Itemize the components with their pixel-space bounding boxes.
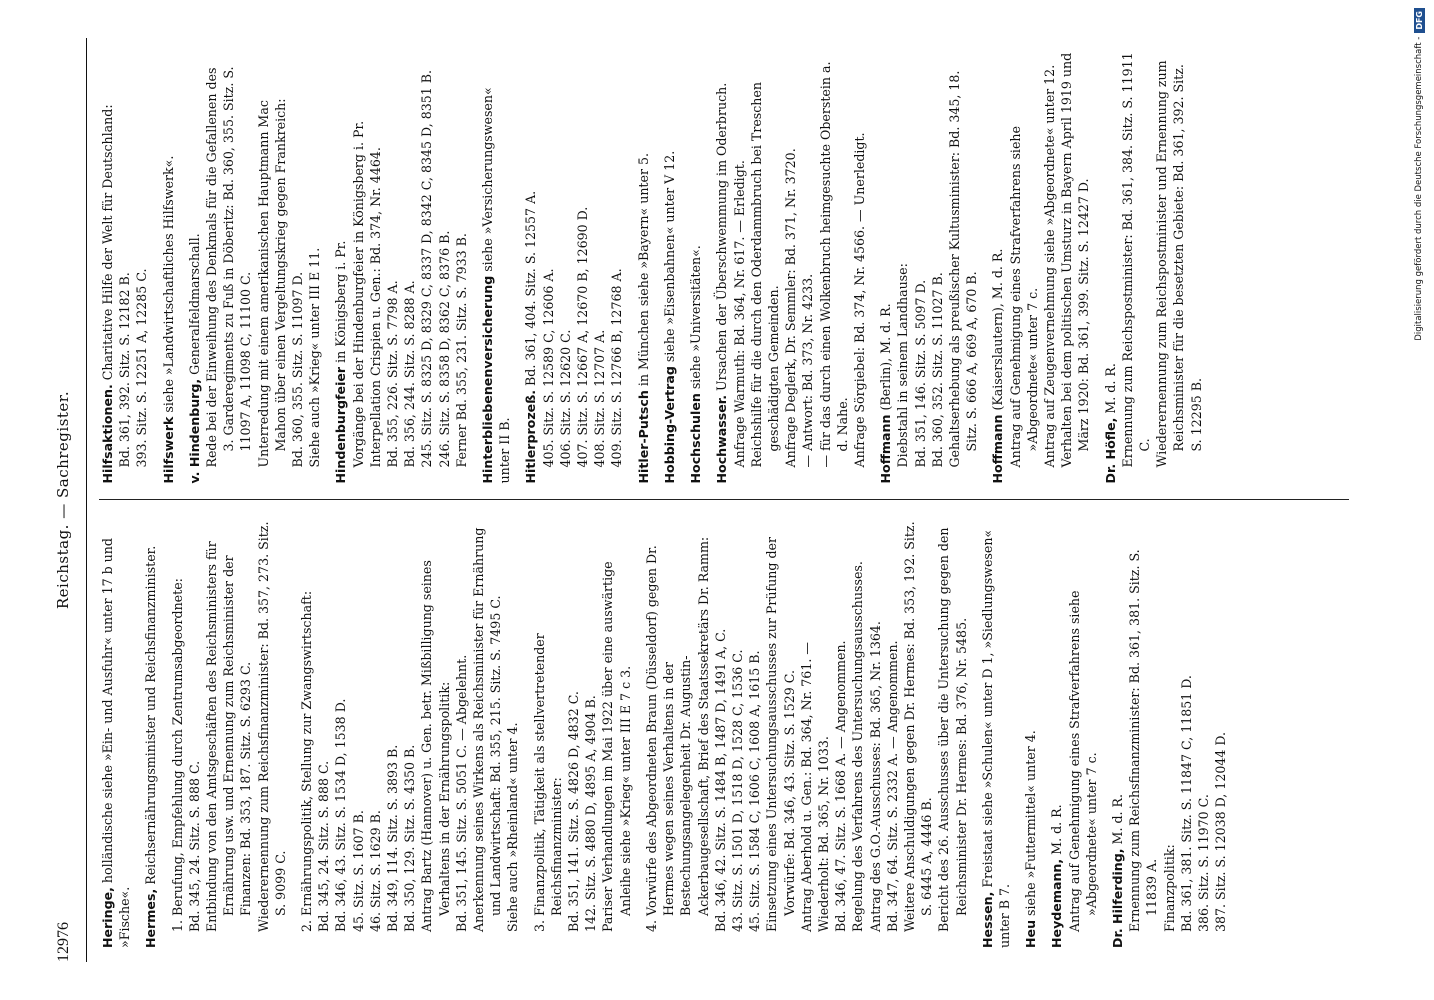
index-entry xyxy=(160,52,177,484)
entry-heading-continuation: siehe »Universitäten«. xyxy=(688,245,704,390)
entry-line: Bd. 361, 381. Sitz. S. 11847 C, 11851 D. xyxy=(1178,675,1194,932)
entry-line: Bericht des 26. Ausschusses über die Untersuchung gegen den Reichsminister Dr. Hermes: Bd. 376, Nr. 5485. xyxy=(936,527,969,932)
digitization-credit xyxy=(1408,8,1430,992)
entry-heading-continuation: Charitative Hilfe der Welt für Deutschland: xyxy=(100,104,115,381)
entry-line: 43. Sitz. S. 1501 D, 1518 D, 1528 C, 1536 C. xyxy=(729,649,745,932)
entry-line: Bd. 349, 114. Sitz. S. 3893 B. xyxy=(385,744,401,932)
entry-line: Ferner Bd. 355, 231. Sitz. S. 7933 B. xyxy=(453,233,469,468)
column-divider xyxy=(99,500,1349,501)
entry-line: 386. Sitz. S. 11970 C. xyxy=(1195,794,1211,932)
entry-heading-continuation: siehe »Landwirtschaftliches Hilfswerk«. xyxy=(160,155,176,413)
entry-line: Gehaltserhebung als preußischer Kultusminister: Bd. 345, 18. Sitz. S. 666 A, 669 A, 670 B. xyxy=(946,70,980,468)
entry-heading: v. Hindenburg, xyxy=(186,378,202,484)
entry-line: Wiederholt: Bd. 365, Nr. 1033. xyxy=(815,736,831,932)
entry-heading: Hessen, xyxy=(979,891,995,948)
entry-line: Bd. 360, 352. Sitz. S. 11027 B. xyxy=(929,272,945,468)
page-title: Reichstag. — Sachregister. xyxy=(54,390,72,610)
entry-line: Bd. 350, 129. Sitz. S. 4350 B. xyxy=(402,744,418,932)
entry-line: Rede bei der Einweihung des Denkmals für die Gefallenen des 3. Garderegiments zu Fuß in Döberitz: Bd. 360, 355. Sitz. S. 11097 A, 11098 C, 11100 C. xyxy=(204,66,254,468)
entry-line: Bd. 346, 42. Sitz. S. 1484 B, 1487 D, 1491 A, C. xyxy=(712,628,728,932)
entry-line: Finanzpolitik: xyxy=(1161,844,1177,932)
entry-heading-continuation: holländische siehe »Ein- und Ausfuhr« unter 17 b und »Fische«. xyxy=(100,538,133,948)
index-entry xyxy=(142,517,159,949)
entry-heading: Hermes, xyxy=(143,888,159,948)
entry-line: Antrag auf Genehmigung eines Strafverfahrens siehe »Abgeordnete« unter 7 c. xyxy=(1066,590,1099,932)
entry-line: Pariser Verhandlungen im Mai 1922 über eine auswärtige Anleihe siehe »Krieg« unter III E 7 c 3. xyxy=(600,561,633,932)
entry-heading: Hilfsaktionen. xyxy=(100,384,115,484)
entry-line: Bd. 351, 145. Sitz. S. 5051 C. — Abgelehnt. xyxy=(453,654,469,932)
entry-line: 2. Ernährungspolitik, Stellung zur Zwangswirtschaft: xyxy=(299,590,315,932)
index-entry xyxy=(877,52,980,484)
entry-line: 393. Sitz. S. 12251 A, 12285 C. xyxy=(134,268,150,468)
entry-line: Wiederernennung zum Reichsfinanzminister: Bd. 357, 273. Sitz. S. 9099 C. xyxy=(255,521,288,932)
entry-heading: Hindenburgfeier xyxy=(333,366,349,484)
entry-line: Bd. 346, 43. Sitz. S. 1534 D, 1538 D. xyxy=(333,698,349,932)
entry-heading: Hobbing-Vertrag xyxy=(661,366,677,484)
index-entry xyxy=(979,517,1013,949)
entry-line: Antrag des G.O.-Ausschusses: Bd. 365, Nr. 1364. xyxy=(867,621,883,932)
entry-heading-continuation: Reichsernährungsminister und Reichsfinanzminister. xyxy=(143,545,159,885)
entry-heading-continuation: M. d. R. xyxy=(1109,793,1125,845)
entry-line: Bd. 360, 355. Sitz. S. 11097 D. xyxy=(290,271,306,468)
entry-line: Siehe auch »Krieg« unter III E 11. xyxy=(307,247,323,468)
scanned-page-wrapper xyxy=(40,20,1360,980)
entry-heading-continuation: M. d. R. xyxy=(1102,363,1118,414)
two-column-body xyxy=(99,38,1349,962)
entry-line: Einsetzung eines Untersuchungsausschusses zur Prüfung der Vorwürfe: Bd. 346, 43. Sitz. S. 1529 C. xyxy=(764,536,797,932)
entry-heading: Heringe, xyxy=(100,887,115,948)
entry-heading: Hitler-Putsch xyxy=(635,390,651,484)
dfg-logo: DFG xyxy=(1414,8,1425,33)
entry-line: 45. Sitz. S. 1584 C, 1606 C, 1608 A, 1615 B. xyxy=(747,650,763,932)
entry-line: 387. Sitz. S. 12038 D, 12044 D. xyxy=(1213,731,1229,932)
entry-line: Siehe auch »Rheinland« unter 4. xyxy=(505,722,521,932)
index-entry xyxy=(635,52,652,484)
entry-heading-continuation: in Königsberg i. Pr. xyxy=(333,240,349,363)
index-entry xyxy=(1048,517,1100,949)
scanned-page xyxy=(40,20,1360,980)
index-entry xyxy=(479,52,513,484)
entry-line: Bd. 346, 47. Sitz. S. 1668 A. — Angenommen. xyxy=(833,640,849,932)
entry-line: Anfrage Deglerk, Dr. Semmler: Bd. 371, Nr. 3720. xyxy=(783,148,799,468)
entry-line: Weitere Anschuldigungen gegen Dr. Hermes: Bd. 353, 192. Sitz. S. 6445 A, 4446 B. xyxy=(901,521,935,932)
entry-line: Anfrage Warmuth: Bd. 364, Nr. 617. — Erledigt. xyxy=(731,160,747,468)
entry-line: — für das durch einen Wolkenbruch heimgesuchte Oberstein a. d. Nahe. xyxy=(817,61,850,468)
entry-heading: Hitlerprozeß. xyxy=(523,389,539,484)
entry-heading-continuation: Ursachen der Überschwemmung im Oderbruch. xyxy=(714,82,730,391)
entry-line: Verhalten bei dem politischen Umsturz in Bayern April 1919 und März 1920: Bd. 361, 399. Sitz. S. 12427 D. xyxy=(1059,52,1092,468)
entry-heading-continuation: siehe »Futtermittel« unter 4. xyxy=(1023,730,1039,916)
index-entry xyxy=(522,52,625,484)
entry-line: 407. Sitz. S. 12667 A, 12670 B, 12690 D. xyxy=(575,206,591,468)
index-entry xyxy=(687,52,704,484)
digitization-credit-text: Digitalisierung gefördert durch die Deutsche Forschungsgemeinschaft - xyxy=(1414,36,1424,341)
entry-line: Regelung des Verfahrens des Untersuchungsausschusses. xyxy=(850,561,866,932)
entry-line: 245. Sitz. S. 8325 D, 8329 C, 8337 D, 8342 C, 8345 D, 8351 B. xyxy=(419,69,435,468)
index-entry xyxy=(169,517,289,949)
entry-heading-continuation: siehe »Eisenbahnen« unter V 12. xyxy=(661,150,677,363)
entry-line: 409. Sitz. S. 12766 B, 12768 A. xyxy=(609,268,625,468)
index-entry xyxy=(989,52,1092,484)
index-entry xyxy=(298,517,522,949)
entry-line: Ernennung zum Reichsfinanzminister: Bd. 361, 381. Sitz. S. 11839 A. xyxy=(1127,549,1160,932)
entry-line: 4. Vorwürfe des Abgeordneten Braun (Düsseldorf) gegen Dr. Hermes wegen seines Verhaltens in der Bestechungsangelegenheit Dr. Augustin-Ackerbaugesellschaft, Brief des Staatssekretärs Dr. Ramm: xyxy=(643,536,711,932)
entry-line: 142. Sitz. S. 4880 D, 4895 A, 4904 B. xyxy=(583,695,599,932)
entry-line: — Antwort: Bd. 373, Nr. 4233. xyxy=(800,273,816,468)
entry-line: Bd. 361, 392. Sitz. S. 12182 B. xyxy=(117,272,133,468)
entry-heading-continuation: siehe »Versicherungswesen« unter II B. xyxy=(480,87,513,484)
entry-heading: Hochschulen xyxy=(688,393,704,484)
index-entry xyxy=(643,517,970,949)
entry-line: Bd. 345, 24. Sitz. S. 888 C. xyxy=(316,760,332,932)
entry-heading: Hilfswerk xyxy=(160,416,176,484)
index-entry xyxy=(1022,517,1039,949)
entry-line: 45. Sitz. S. 1607 B. xyxy=(350,810,366,932)
entry-heading: Dr. Hilferding, xyxy=(1109,848,1125,948)
entry-line: Antrag auf Genehmigung eines Strafverfahrens siehe »Abgeordnete« unter 7 c. xyxy=(1007,126,1040,468)
entry-line: Ernennung zum Reichspostminister: Bd. 361, 384. Sitz. S. 11911 C. xyxy=(1119,52,1152,468)
entry-line: Diebstahl in seinem Landhause: xyxy=(895,263,911,468)
entry-line: 3. Finanzpolitik, Tätigkeit als stellvertretender Reichsfinanzminister: xyxy=(531,633,564,932)
entry-heading: Heydemann, xyxy=(1049,858,1065,948)
entry-line: Anerkennung seines Wirkens als Reichsminister für Ernährung und Landwirtschaft: Bd. 355, 215. Sitz. S. 7495 C. xyxy=(471,527,504,932)
entry-heading-continuation: Generalfeldmarschall. xyxy=(186,233,202,375)
entry-line: Antrag Bartz (Hannover) u. Gen. betr. Mißbilligung seines Verhaltens in der Ernährungspolitik: xyxy=(419,560,452,932)
entry-line: Bd. 347, 64. Sitz. S. 2332 A. — Angenommen. xyxy=(884,640,900,932)
entry-line: Bd. 355, 226. Sitz. S. 7798 A. xyxy=(385,280,401,468)
entry-line: Antrag Aberhold u. Gen.: Bd. 364, Nr. 761. — xyxy=(798,642,814,932)
entry-line: 408. Sitz. S. 12707 A. xyxy=(592,329,608,468)
entry-heading: Hochwasser. xyxy=(714,395,730,484)
entry-line: Reichshilfe für die durch den Oderdammbruch bei Treschen geschädigten Gemeinden. xyxy=(748,82,781,468)
entry-line: Vorgänge bei der Hindenburgfeier in Königsberg i. Pr. xyxy=(350,120,366,468)
index-entry xyxy=(186,52,324,484)
index-entry xyxy=(99,52,151,484)
entry-line: Unterredung mit einem amerikanischen Hauptmann Mac Mahon über einen Vergeltungskrieg gegen Frankreich: xyxy=(255,98,288,468)
entry-line: 1. Berufung, Empfehlung durch Zentrumsabgeordnete: xyxy=(169,578,185,932)
right-column xyxy=(99,38,1349,498)
entry-heading-continuation: in München siehe »Bayern« unter 5. xyxy=(635,153,651,387)
index-entry xyxy=(99,517,133,949)
entry-heading-continuation: (Kaiserslautern), M. d. R. xyxy=(990,248,1006,411)
entry-line: Bd. 351, 146. Sitz. S. 5097 D. xyxy=(912,279,928,468)
entry-line: Interpellation Crispien u. Gen.: Bd. 374, Nr. 4464. xyxy=(367,147,383,468)
entry-heading: Hoffmann xyxy=(878,414,894,484)
entry-line: Anfrage Sörgiebel: Bd. 374, Nr. 4566. — Unerledigt. xyxy=(851,132,867,468)
entry-line: 246. Sitz. S. 8358 D, 8362 C, 8376 B. xyxy=(436,230,452,468)
entry-heading-continuation: M. d. R. xyxy=(1049,804,1065,855)
entry-line: Bd. 345, 24. Sitz. S. 888 C. xyxy=(186,760,202,932)
entry-heading-continuation: (Berlin), M. d. R. xyxy=(878,303,894,411)
entry-line: Antrag auf Zeugenvernehmung siehe »Abgeordnete« unter 12. xyxy=(1041,64,1057,468)
index-entry xyxy=(1109,517,1229,949)
entry-heading: Hoffmann xyxy=(990,414,1006,484)
index-entry xyxy=(1102,52,1205,484)
entry-line: 406. Sitz. S. 12620 C. xyxy=(557,329,573,468)
index-entry xyxy=(332,52,470,484)
entry-heading-continuation: Freistaat siehe »Schulen« unter D 1, »Siedlungswesen« unter B 7. xyxy=(979,529,1012,948)
entry-heading: Hinterbliebenenversicherung xyxy=(480,275,496,484)
entry-line: Wiederernennung zum Reichspostminister und Ernennung zum Reichsminister für die besetzten Gebiete: Bd. 361, 392. Sitz. S. 12295 B. xyxy=(1154,60,1204,468)
entry-heading: Dr. Höfle, xyxy=(1102,417,1118,484)
left-column xyxy=(99,503,1349,963)
entry-heading-continuation: Bd. 361, 404. Sitz. S. 12557 A. xyxy=(523,190,539,386)
page-header xyxy=(54,38,87,962)
entry-heading: Heu xyxy=(1023,919,1039,948)
entry-line: Bd. 356, 244. Sitz. S. 8288 A. xyxy=(402,280,418,468)
entry-line: 405. Sitz. S. 12589 C, 12606 A. xyxy=(540,268,556,468)
index-entry xyxy=(713,52,868,484)
index-entry xyxy=(661,52,678,484)
entry-line: Entbindung von den Amtsgeschäften des Reichsministers für Ernährung usw. und Ernennung zum Reichsminister der Finanzen: Bd. 353, 187. Sitz. S. 6293 C. xyxy=(204,541,254,932)
entry-line: Bd. 351, 141. Sitz. S. 4826 D, 4832 C. xyxy=(566,691,582,932)
page-number: 12976 xyxy=(55,922,72,962)
index-entry xyxy=(531,517,634,949)
entry-line: 46. Sitz. S. 1629 B. xyxy=(367,810,383,932)
